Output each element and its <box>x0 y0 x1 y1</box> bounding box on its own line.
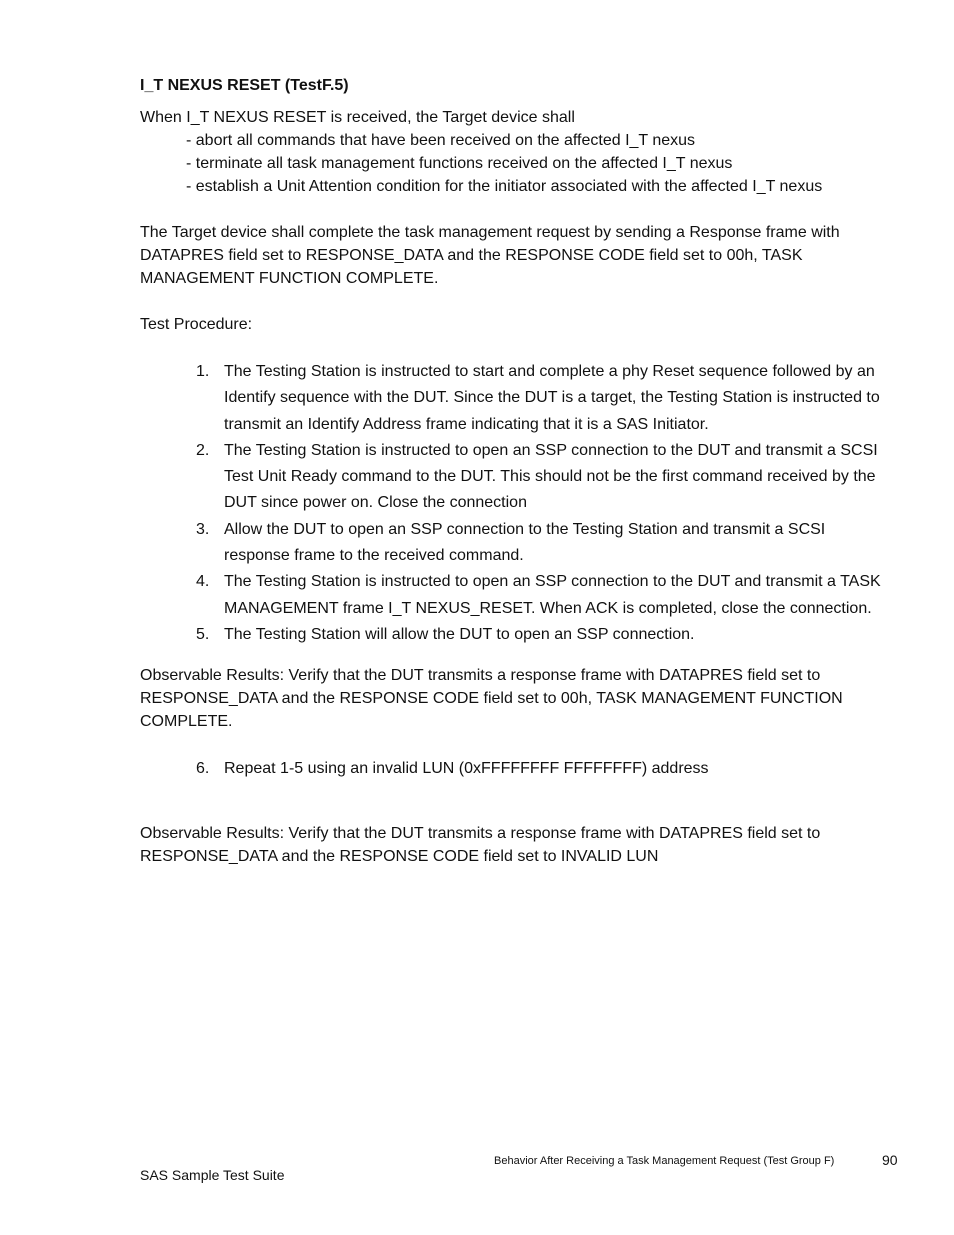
requirement-list <box>140 129 892 198</box>
observable-results-2: Observable Results: Verify that the DUT transmits a response frame with DATAPRES field set to RESPONSE_DATA and the RESPONSE CODE field set to INVALID LUN <box>140 824 821 865</box>
step-item <box>140 438 892 517</box>
page-number: 90 <box>882 1152 898 1168</box>
step-number: 4. <box>196 573 210 591</box>
step-number: 1. <box>196 363 210 380</box>
observable-results-1: Observable Results: Verify that the DUT transmits a response frame with DATAPRES field set to RESPONSE_DATA and the RESPONSE CODE field set to 00h, TASK MANAGEMENT FUNCTION COMPLETE. <box>140 667 843 731</box>
step-number: 6. <box>196 760 210 778</box>
completion-text: The Target device shall complete the task management request by sending a Response frame with DATAPRES field set to RESPONSE_DATA and the RESPONSE CODE field set to 00h, TASK MANAGEMENT FUNCTION COMPLETE. <box>140 224 840 287</box>
step-text: The Testing Station is instructed to open an SSP connection to the DUT and transmit a TASK MANAGEMENT frame I_T NEXUS_RESET. When ACK is completed, close the connection. <box>224 573 881 617</box>
step-item <box>140 517 892 570</box>
step-item <box>140 359 892 438</box>
section-title: I_T NEXUS RESET (TestF.5) <box>140 77 349 94</box>
requirement-item: - abort all commands that have been received on the affected I_T nexus <box>186 132 696 149</box>
step-item <box>140 569 892 622</box>
step-item <box>140 756 892 782</box>
step-text: The Testing Station will allow the DUT to open an SSP connection. <box>224 625 695 643</box>
procedure-steps <box>140 359 892 648</box>
footer-document-title: SAS Sample Test Suite <box>140 1167 285 1183</box>
step-number: 5. <box>196 625 210 643</box>
step-text: The Testing Station is instructed to open an SSP connection to the DUT and transmit a SCSI Test Unit Ready command to the DUT. This should not be the first command received by the DUT since power on. Close the connection <box>224 441 878 512</box>
document-page <box>140 74 892 868</box>
step-text: Allow the DUT to open an SSP connection to the Testing Station and transmit a SCSI response frame to the received command. <box>224 520 826 565</box>
requirement-item: - terminate all task management functions received on the affected I_T nexus <box>186 155 733 172</box>
procedure-label: Test Procedure: <box>140 316 253 333</box>
step-item <box>140 622 892 648</box>
requirement-item: - establish a Unit Attention condition for the initiator associated with the affected I_T nexus <box>186 178 823 195</box>
intro-text: When I_T NEXUS RESET is received, the Target device shall <box>140 109 575 126</box>
step-text: Repeat 1-5 using an invalid LUN (0xFFFFFFFF FFFFFFFF) address <box>224 760 709 778</box>
procedure-steps-extra <box>140 756 892 782</box>
footer-section-title: Behavior After Receiving a Task Management Request (Test Group F) <box>494 1155 835 1167</box>
step-number: 2. <box>196 441 210 459</box>
step-number: 3. <box>196 520 210 538</box>
step-text: The Testing Station is instructed to start and complete a phy Reset sequence followed by an Identify sequence with the DUT. Since the DUT is a target, the Testing Station is instructed to transmit an Identify Address frame indicating that it is a SAS Initiator. <box>224 363 880 433</box>
